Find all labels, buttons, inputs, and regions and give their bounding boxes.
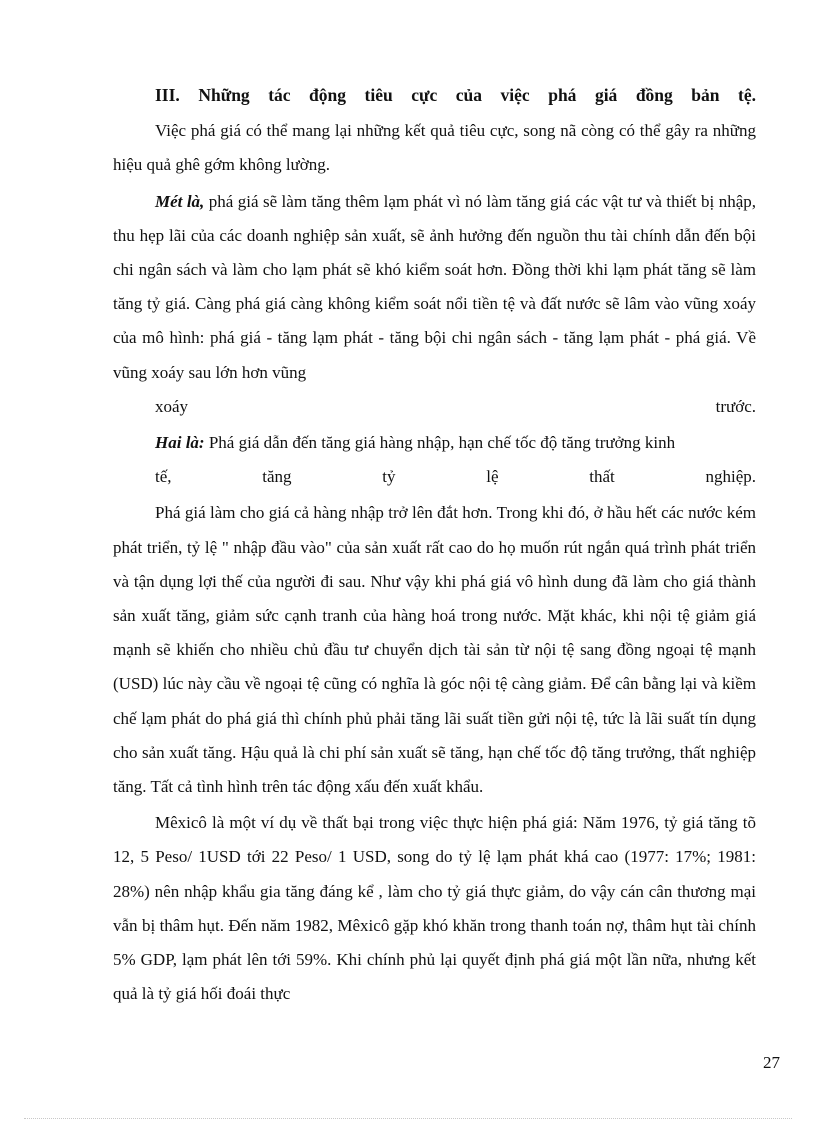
page-content bbox=[113, 78, 756, 1011]
paragraph-second-effect bbox=[113, 426, 756, 494]
paragraph-first-effect-tail: xoáy trước. bbox=[155, 396, 756, 416]
paragraph-mexico-example: Mêxicô là một ví dụ về thất bại trong việc thực hiện phá giá: Năm 1976, tỷ giá tăng tõ 12, 5 Peso/ 1USD tới 22 Peso/ 1 USD, song do tỷ lệ lạm phát khá cao (1977: 17%; 1981: 28%) nên nhập khẩu gia tăng đáng kể , làm cho tỷ giá thực giảm, do vậy cán cân thương mại vẫn bị thâm hụt. Đến năm 1982, Mêxicô gặp khó khăn trong thanh toán nợ, thâm hụt tài chính 5% GDP, lạm phát lên tới 59%. Khi chính phủ lại quyết định phá giá một lần nữa, nhưng kết quả là tỷ giá hối đoái thực bbox=[113, 813, 756, 1004]
lead-first: Mét là, bbox=[155, 191, 205, 211]
lead-second: Hai là: bbox=[155, 433, 205, 453]
paragraph-second-effect-body: Phá giá dẫn đến tăng giá hàng nhập, hạn chế tốc độ tăng trưởng kinh bbox=[204, 433, 676, 453]
section-heading: III. Những tác động tiêu cực của việc phá giá đồng bản tệ. bbox=[155, 85, 756, 105]
paragraph-second-effect-tail: tế, tăng tỷ lệ thất nghiệp. bbox=[155, 467, 756, 487]
paragraph-first-effect-body: phá giá sẽ làm tăng thêm lạm phát vì nó làm tăng giá các vật tư và thiết bị nhập, thu hẹp lãi của các doanh nghiệp sản xuất, sẽ ảnh hưởng đến nguồn thu tài chính dẫn đến bội chi ngân sách và làm cho lạm phát sẽ khó kiểm soát hơn. Đồng thời khi lạm phát tăng sẽ làm tăng tỷ giá. Càng phá giá càng không kiểm soát nổi tiền tệ và đất nước sẽ lâm vào vũng xoáy của mô hình: phá giá - tăng lạm phát - tăng bội chi ngân sách - tăng lạm phát - phá giá. Về vũng xoáy sau lớn hơn vũng bbox=[113, 191, 756, 382]
footer-divider bbox=[24, 1118, 792, 1119]
paragraph-import-prices: Phá giá làm cho giá cả hàng nhập trở lên đắt hơn. Trong khi đó, ở hầu hết các nước kém phát triển, tỷ lệ " nhập đầu vào" của sản xuất rất cao do họ muốn rút ngắn quá trình phát triển và tận dụng lợi thế của người đi sau. Như vậy khi phá giá vô hình dung đã làm cho giá thành sản xuất tăng, giảm sức cạnh tranh của hàng hoá trong nước. Mặt khác, khi nội tệ giảm giá mạnh sẽ khiến cho nhiều chủ đầu tư chuyển dịch tài sản từ nội tệ sang đồng ngoại tệ mạnh (USD) lúc này cầu về ngoại tệ cũng có nghĩa là góc nội tệ càng giảm. Để cân bằng lại và kiềm chế lạm phát do phá giá thì chính phủ phải tăng lãi suất tiền gửi nội tệ, tức là lãi suất tín dụng cho sản xuất tăng. Hậu quả là chi phí sản xuất sẽ tăng, hạn chế tốc độ tăng trưởng, thất nghiệp tăng. Tất cả tình hình trên tác động xấu đến xuất khẩu. bbox=[113, 503, 756, 797]
paragraph-first-effect bbox=[113, 185, 756, 424]
paragraph-intro: Việc phá giá có thể mang lại những kết quả tiêu cực, song nã còng có thể gây ra những hiệu quả ghê gớm không lường. bbox=[113, 121, 756, 175]
page-number: 27 bbox=[763, 1053, 780, 1072]
